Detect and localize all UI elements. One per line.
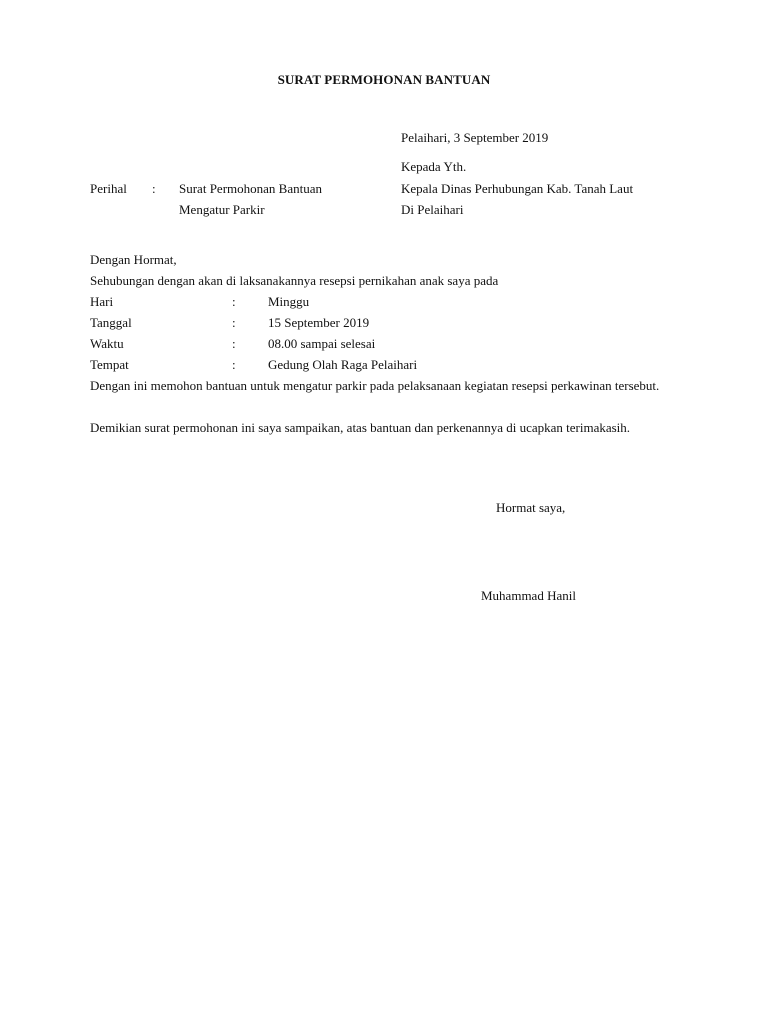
recipient-name: Kepala Dinas Perhubungan Kab. Tanah Laut — [401, 181, 634, 196]
detail-value-waktu: 08.00 sampai selesai — [268, 336, 376, 351]
signatory-name: Muhammad Hanil — [481, 588, 576, 603]
detail-value-tempat: Gedung Olah Raga Pelaihari — [268, 357, 418, 372]
subject-line-1: Surat Permohonan Bantuan — [179, 181, 322, 196]
subject-line-2: Mengatur Parkir — [179, 202, 265, 217]
detail-label-waktu: Waktu — [90, 336, 124, 351]
greeting: Dengan Hormat, — [90, 252, 177, 267]
detail-label-tempat: Tempat — [90, 357, 129, 372]
detail-colon: : — [232, 336, 236, 351]
subject-label: Perihal — [90, 181, 127, 196]
recipient-salutation: Kepada Yth. — [401, 159, 467, 174]
detail-value-hari: Minggu — [268, 294, 310, 309]
closing-paragraph: Demikian surat permohonan ini saya sampaikan, atas bantuan dan perkenannya di ucapkan terimakasih. — [90, 420, 631, 435]
detail-label-hari: Hari — [90, 294, 114, 309]
intro-text: Sehubungan dengan akan di laksanakannya resepsi pernikahan anak saya pada — [90, 273, 499, 288]
detail-colon: : — [232, 294, 236, 309]
sign-off: Hormat saya, — [496, 500, 566, 515]
detail-label-tanggal: Tanggal — [90, 315, 132, 330]
detail-value-tanggal: 15 September 2019 — [268, 315, 370, 330]
place-date: Pelaihari, 3 September 2019 — [401, 130, 549, 145]
detail-colon: : — [232, 315, 236, 330]
recipient-location: Di Pelaihari — [401, 202, 464, 217]
subject-colon: : — [152, 181, 156, 196]
request-paragraph: Dengan ini memohon bantuan untuk mengatur parkir pada pelaksanaan kegiatan resepsi perkawinan tersebut. — [90, 378, 660, 393]
letter-title: SURAT PERMOHONAN BANTUAN — [277, 72, 491, 87]
detail-colon: : — [232, 357, 236, 372]
